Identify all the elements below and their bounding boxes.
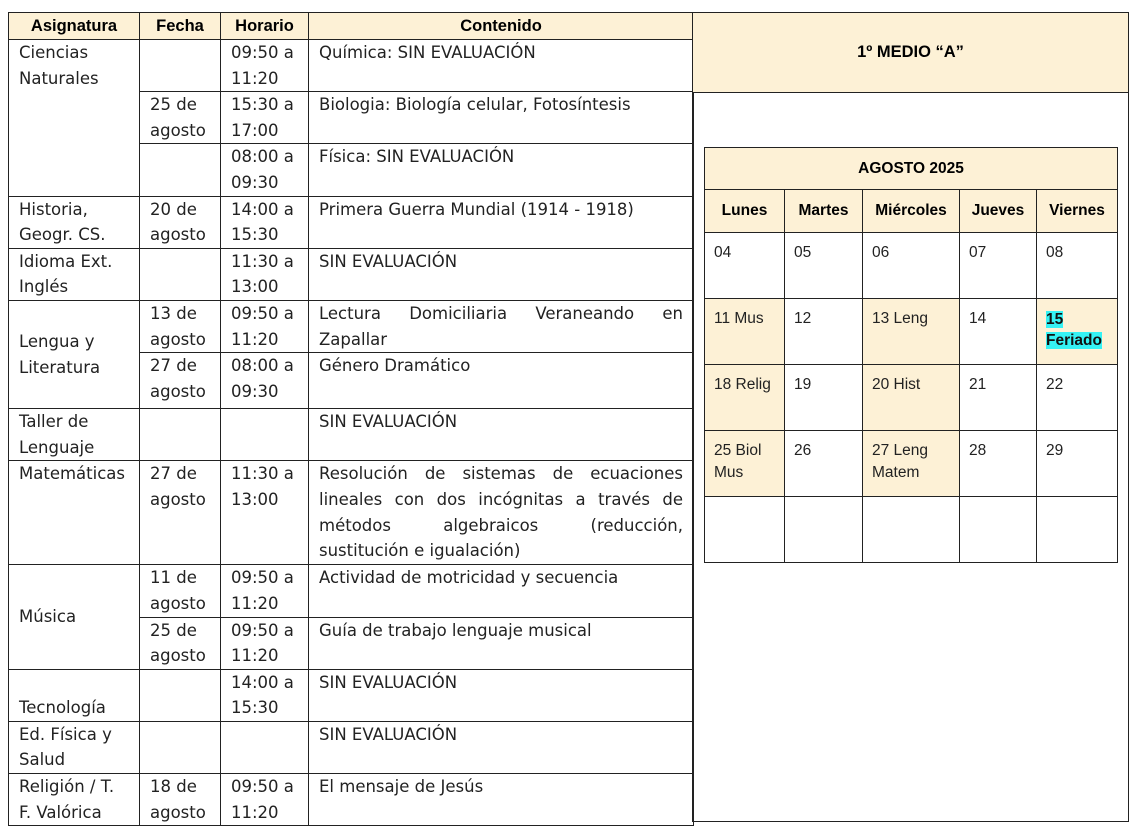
time-cell: 08:00 a 09:30 — [221, 144, 309, 196]
calendar-day: 04 — [705, 233, 785, 299]
calendar-day: 07 — [960, 233, 1037, 299]
calendar-day: 08 — [1037, 233, 1118, 299]
date-cell — [140, 669, 221, 721]
subject-cell: Tecnología — [9, 669, 140, 721]
content-cell: Actividad de motricidad y secuencia — [309, 565, 694, 617]
content-cell: SIN EVALUACIÓN — [309, 669, 694, 721]
subject-cell: Historia, Geogr. CS. — [9, 196, 140, 248]
august-calendar — [704, 147, 1118, 563]
time-cell: 09:50 a 11:20 — [221, 40, 309, 92]
header-date: Fecha — [140, 13, 221, 40]
time-cell: 11:30 a 13:00 — [221, 461, 309, 565]
subject-cell: Ed. Física y Salud — [9, 721, 140, 773]
content-cell: SIN EVALUACIÓN — [309, 248, 694, 300]
header-content: Contenido — [309, 13, 694, 40]
content-cell: Guía de trabajo lenguaje musical — [309, 617, 694, 669]
calendar-day: 06 — [863, 233, 960, 299]
content-cell: Biologia: Biología celular, Fotosíntesis — [309, 92, 694, 144]
date-cell: 25 de agosto — [140, 617, 221, 669]
weekday-header: Miércoles — [863, 190, 960, 233]
time-cell: 11:30 a 13:00 — [221, 248, 309, 300]
calendar-day-empty — [863, 497, 960, 563]
content-cell: Lectura Domiciliaria Veraneando en Zapallar — [309, 300, 694, 352]
calendar-day-event: 27 Leng Matem — [863, 431, 960, 497]
content-cell: Género Dramático — [309, 353, 694, 409]
calendar-day-event: 20 Hist — [863, 365, 960, 431]
header-time: Horario — [221, 13, 309, 40]
holiday-day-number: 15 — [1046, 311, 1064, 328]
content-cell: SIN EVALUACIÓN — [309, 721, 694, 773]
date-cell: 13 de agosto — [140, 300, 221, 352]
weekday-header: Lunes — [705, 190, 785, 233]
calendar-day-empty — [785, 497, 863, 563]
course-title: 1º MEDIO “A” — [693, 13, 1128, 93]
time-cell — [221, 721, 309, 773]
date-cell — [140, 144, 221, 196]
calendar-day: 26 — [785, 431, 863, 497]
time-cell — [221, 409, 309, 461]
date-cell: 27 de agosto — [140, 353, 221, 409]
calendar-day-event: 11 Mus — [705, 299, 785, 365]
content-cell: Resolución de sistemas de ecuaciones lineales con dos incógnitas a través de métodos algebraicos (reducción, sustitución e igualación) — [309, 461, 694, 565]
time-cell: 14:00 a 15:30 — [221, 669, 309, 721]
calendar-day: 28 — [960, 431, 1037, 497]
calendar-month: AGOSTO 2025 — [705, 148, 1118, 190]
calendar-day: 14 — [960, 299, 1037, 365]
subject-cell: Religión / T. F. Valórica — [9, 774, 140, 826]
subject-cell: Música — [9, 565, 140, 669]
time-cell: 15:30 a 17:00 — [221, 92, 309, 144]
weekday-header: Martes — [785, 190, 863, 233]
subject-cell: Idioma Ext. Inglés — [9, 248, 140, 300]
calendar-day: 29 — [1037, 431, 1118, 497]
calendar-day-empty — [960, 497, 1037, 563]
calendar-day: 22 — [1037, 365, 1118, 431]
subject-cell: Taller de Lenguaje — [9, 409, 140, 461]
calendar-day-event: 25 Biol Mus — [705, 431, 785, 497]
calendar-day-holiday — [1037, 299, 1118, 365]
subject-cell: Matemáticas — [9, 461, 140, 565]
time-cell: 09:50 a 11:20 — [221, 617, 309, 669]
calendar-day: 05 — [785, 233, 863, 299]
time-cell: 09:50 a 11:20 — [221, 300, 309, 352]
evaluation-schedule-table — [8, 12, 694, 826]
calendar-day-empty — [705, 497, 785, 563]
content-cell: SIN EVALUACIÓN — [309, 409, 694, 461]
weekday-header: Viernes — [1037, 190, 1118, 233]
holiday-label: Feriado — [1046, 332, 1102, 349]
header-subject: Asignatura — [9, 13, 140, 40]
time-cell: 09:50 a 11:20 — [221, 565, 309, 617]
calendar-day-event: 18 Relig — [705, 365, 785, 431]
subject-cell: Ciencias Naturales — [9, 40, 140, 197]
time-cell: 14:00 a 15:30 — [221, 196, 309, 248]
weekday-header: Jueves — [960, 190, 1037, 233]
date-cell: 11 de agosto — [140, 565, 221, 617]
time-cell: 09:50 a 11:20 — [221, 774, 309, 826]
subject-cell: Lengua y Literatura — [9, 300, 140, 408]
calendar-day-empty — [1037, 497, 1118, 563]
date-cell: 25 de agosto — [140, 92, 221, 144]
calendar-day: 19 — [785, 365, 863, 431]
content-cell: Primera Guerra Mundial (1914 - 1918) — [309, 196, 694, 248]
date-cell — [140, 40, 221, 92]
date-cell — [140, 248, 221, 300]
date-cell — [140, 721, 221, 773]
time-cell: 08:00 a 09:30 — [221, 353, 309, 409]
calendar-day: 12 — [785, 299, 863, 365]
date-cell: 18 de agosto — [140, 774, 221, 826]
content-cell: Química: SIN EVALUACIÓN — [309, 40, 694, 92]
date-cell — [140, 409, 221, 461]
date-cell: 20 de agosto — [140, 196, 221, 248]
content-cell: El mensaje de Jesús — [309, 774, 694, 826]
calendar-day-event: 13 Leng — [863, 299, 960, 365]
date-cell: 27 de agosto — [140, 461, 221, 565]
calendar-day: 21 — [960, 365, 1037, 431]
content-cell: Física: SIN EVALUACIÓN — [309, 144, 694, 196]
